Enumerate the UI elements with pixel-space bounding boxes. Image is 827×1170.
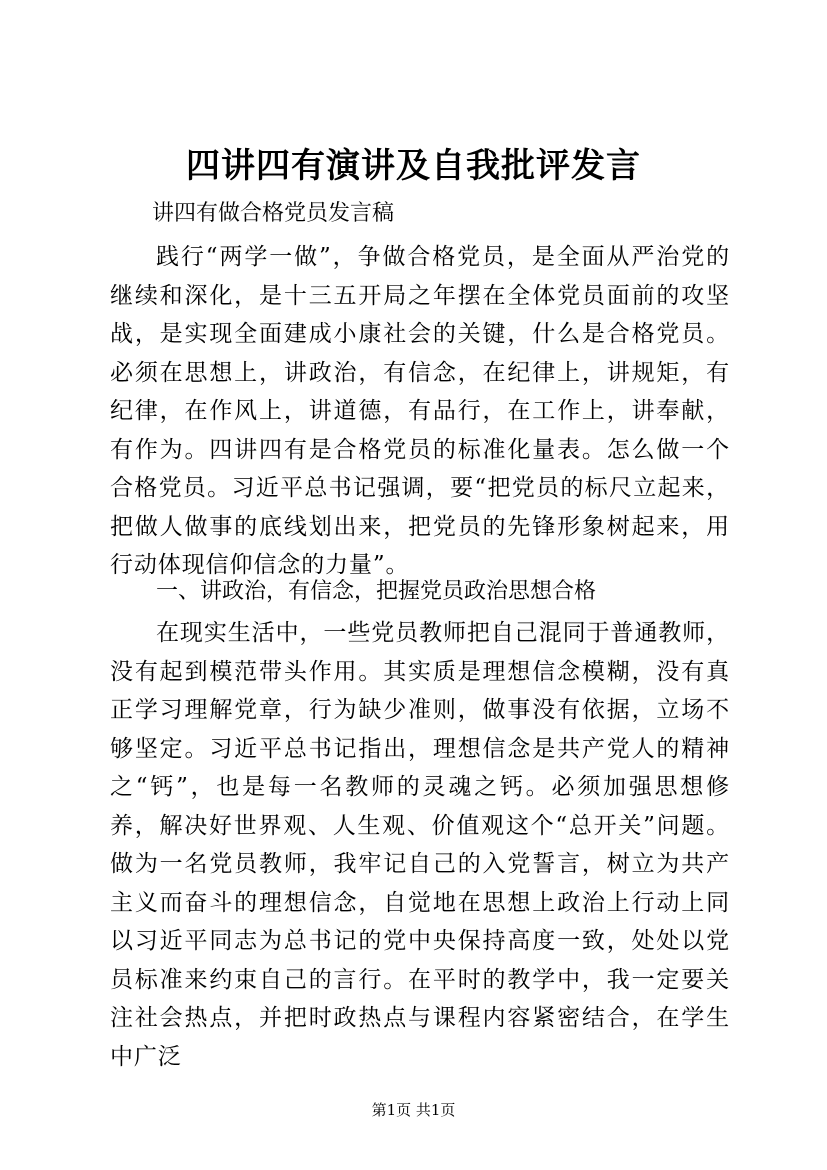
document-subtitle: 讲四有做合格党员发言稿 <box>152 201 395 226</box>
section-heading-1: 一、讲政治，有信念，把握党员政治思想合格 <box>156 579 597 604</box>
body-paragraph-2: 在现实生活中，一些党员教师把自己混同于普通教师，没有起到模范带头作用。其实质是理想信念模糊，没有真正学习理解党章，行为缺少准则，做事没有依据，立场不够坚定。习近平总书记指出，理想信念是共产党人的精神之“钙”，也是每一名教师的灵魂之钙。必须加强思想修养，解决好世界观、人生观、价值观这个“总开关”问题。做为一名党员教师，我牢记自己的入党誓言，树立为共产主义而奋斗的理想信念，自觉地在思想上政治上行动上同以习近平同志为总书记的党中央保持高度一致，处处以党员标准来约束自己的言行。在平时的教学中，我一定要关注社会热点，并把时政热点与课程内容紧密结合，在学生中广泛 <box>110 620 730 1070</box>
body-paragraph-1: 践行“两学一做”，争做合格党员，是全面从严治党的继续和深化，是十三五开局之年摆在全体党员面前的攻坚战，是实现全面建成小康社会的关键，什么是合格党员。必须在思想上，讲政治，有信念，在纪律上，讲规矩，有纪律，在作风上，讲道德，有品行，在工作上，讲奉献，有作为。四讲四有是合格党员的标准化量表。怎么做一个合格党员。习近平总书记强调，要“把党员的标尺立起来，把做人做事的底线划出来，把党员的先锋形象树起来，用行动体现信仰信念的力量”。 <box>110 244 730 578</box>
document-title: 四讲四有演讲及自我批评发言 <box>186 146 641 186</box>
page-footer: 第1页 共1页 <box>371 1101 456 1119</box>
